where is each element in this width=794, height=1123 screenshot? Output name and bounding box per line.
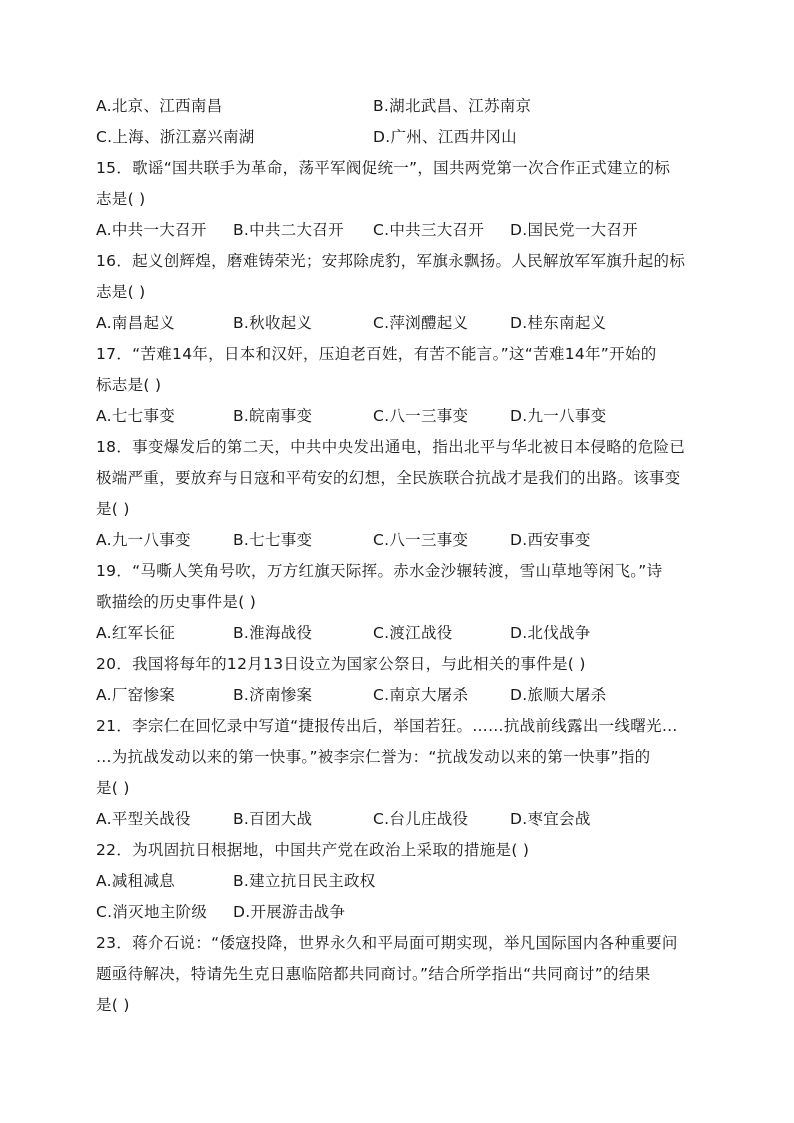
option-d: D.九一八事变 — [510, 407, 607, 425]
option-b: B.淮海战役 — [233, 624, 313, 642]
option-a: A.北京、江西南昌 — [96, 97, 223, 115]
question-23-text-cont: 题亟待解决，特请先生克日惠临陪都共同商讨。”结合所学指出“共同商讨”的结果 — [96, 965, 651, 983]
option-a: A.九一八事变 — [96, 531, 191, 549]
option-c: C.南京大屠杀 — [373, 686, 469, 704]
question-23-text-end: 是( ) — [96, 996, 130, 1014]
option-b: B.建立抗日民主政权 — [233, 872, 376, 890]
option-b: B.皖南事变 — [233, 407, 313, 425]
option-a: A.南昌起义 — [96, 314, 176, 332]
question-21-text: 21．李宗仁在回忆录中写道“捷报传出后，举国若狂。……抗战前线露出一线曙光… — [96, 717, 678, 735]
option-c: C.八一三事变 — [373, 531, 469, 549]
question-15-text-cont: 志是( ) — [96, 190, 146, 208]
question-18-text: 18．事变爆发后的第二天，中共中央发出通电，指出北平与华北被日本侵略的危险已 — [96, 438, 686, 456]
question-21-text-end: 是( ) — [96, 779, 130, 797]
option-b: B.秋收起义 — [233, 314, 313, 332]
option-d: D.开展游击战争 — [233, 903, 346, 921]
question-22-text: 22．为巩固抗日根据地，中国共产党在政治上采取的措施是( ) — [96, 841, 530, 859]
option-d: D.枣宜会战 — [510, 810, 591, 828]
option-c: C.上海、浙江嘉兴南湖 — [96, 128, 255, 146]
option-b: B.中共二大召开 — [233, 221, 344, 239]
option-c: C.八一三事变 — [373, 407, 469, 425]
option-a: A.中共一大召开 — [96, 221, 207, 239]
question-20-text: 20．我国将每年的12月13日设立为国家公祭日，与此相关的事件是( ) — [96, 655, 586, 673]
option-b: B.湖北武昌、江苏南京 — [373, 97, 532, 115]
question-21-text-cont: …为抗战发动以来的第一快事。”被李宗仁誉为：“抗战发动以来的第一快事”指的 — [96, 748, 651, 766]
question-18-text-cont: 极端严重，要放弃与日寇和平苟安的幻想，全民族联合抗战才是我们的出路。该事变 — [96, 469, 681, 487]
option-b: B.济南惨案 — [233, 686, 313, 704]
option-a: A.减租减息 — [96, 872, 176, 890]
option-a: A.七七事变 — [96, 407, 176, 425]
question-17-text: 17．“苦难14年，日本和汉奸，压迫老百姓，有苦不能言。”这“苦难14年”开始的 — [96, 345, 657, 363]
option-c: C.台儿庄战役 — [373, 810, 469, 828]
option-c: C.中共三大召开 — [373, 221, 485, 239]
option-c: C.渡江战役 — [373, 624, 453, 642]
question-23-text: 23．蒋介石说：“倭寇投降，世界永久和平局面可期实现，举凡国际国内各种重要问 — [96, 934, 678, 952]
option-a: A.红军长征 — [96, 624, 176, 642]
question-19-text: 19．“马嘶人笑角号吹，万方红旗天际挥。赤水金沙辗转渡，雪山草地等闲飞。”诗 — [96, 562, 663, 580]
option-a: A.平型关战役 — [96, 810, 191, 828]
option-b: B.百团大战 — [233, 810, 313, 828]
option-c: C.消灭地主阶级 — [96, 903, 208, 921]
question-19-text-cont: 歌描绘的历史事件是( ) — [96, 593, 257, 611]
question-18-text-end: 是( ) — [96, 500, 130, 518]
question-17-text-cont: 标志是( ) — [96, 376, 162, 394]
option-c: C.萍浏醴起义 — [373, 314, 469, 332]
option-d: D.旅顺大屠杀 — [510, 686, 607, 704]
option-b: B.七七事变 — [233, 531, 313, 549]
question-15-text: 15．歌谣“国共联手为革命，荡平军阀促统一”，国共两党第一次合作正式建立的标 — [96, 159, 671, 177]
option-d: D.广州、江西井冈山 — [373, 128, 517, 146]
question-16-text: 16．起义创辉煌，磨难铸荣光；安邦除虎豹，军旗永飘扬。人民解放军军旗升起的标 — [96, 252, 686, 270]
option-d: D.北伐战争 — [510, 624, 591, 642]
option-a: A.厂窑惨案 — [96, 686, 176, 704]
option-d: D.桂东南起义 — [510, 314, 607, 332]
question-16-text-cont: 志是( ) — [96, 283, 146, 301]
option-d: D.西安事变 — [510, 531, 591, 549]
option-d: D.国民党一大召开 — [510, 221, 639, 239]
